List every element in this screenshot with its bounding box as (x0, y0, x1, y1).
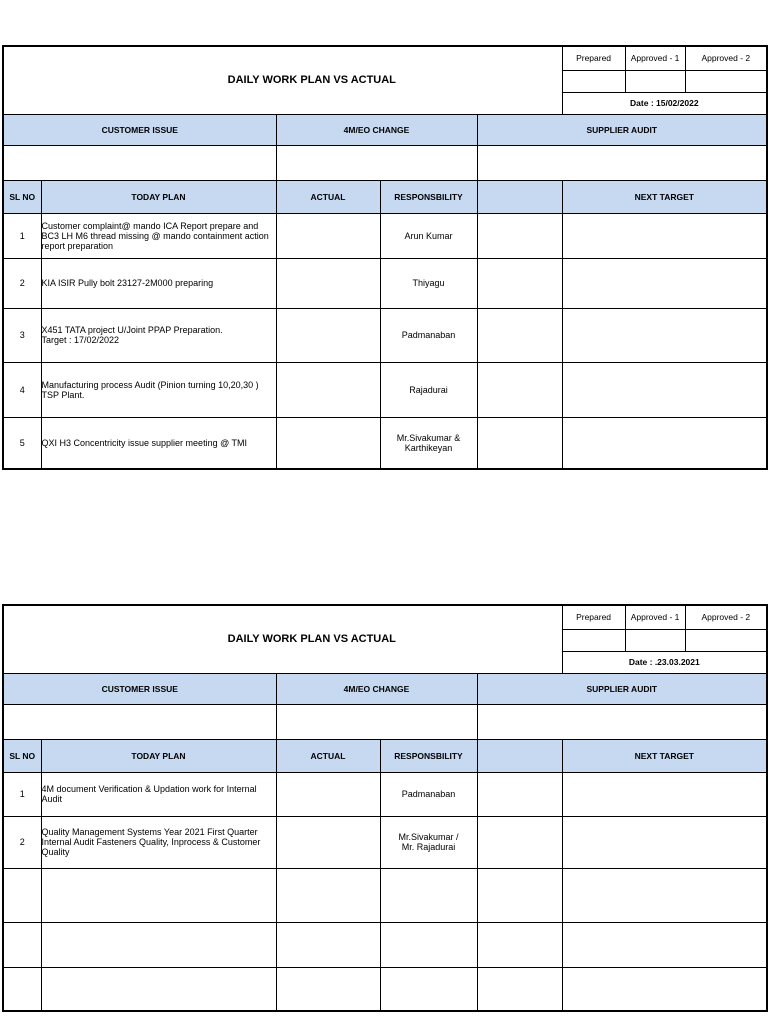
blank-cell (477, 816, 562, 868)
actual-cell (276, 362, 380, 417)
work-plan-table (2, 45, 768, 470)
actual-header: ACTUAL (276, 739, 380, 772)
customer-issue-header: CUSTOMER ISSUE (3, 114, 276, 145)
approved-1-label: Approved - 1 (625, 46, 685, 70)
sheet-title: DAILY WORK PLAN VS ACTUAL (3, 46, 562, 114)
next-target-cell (562, 816, 767, 868)
blank-header (477, 180, 562, 213)
actual-cell (276, 213, 380, 258)
approved-2-label: Approved - 2 (685, 46, 767, 70)
today-plan-cell: Manufacturing process Audit (Pinion turning 10,20,30 ) TSP Plant. (41, 362, 276, 417)
today-plan-cell (41, 922, 276, 967)
today-plan-cell: 4M document Verification & Updation work for Internal Audit (41, 772, 276, 816)
sheet-title: DAILY WORK PLAN VS ACTUAL (3, 605, 562, 673)
approved-2-signature-cell (685, 629, 767, 651)
today-plan-header: TODAY PLAN (41, 739, 276, 772)
responsibility-cell: Thiyagu (380, 258, 477, 308)
table-row (3, 772, 767, 816)
responsibility-cell: Padmanaban (380, 308, 477, 362)
work-plan-table (2, 604, 768, 1012)
supplier-audit-cell (477, 704, 767, 739)
actual-cell (276, 967, 380, 1011)
table-row (3, 362, 767, 417)
approved-1-label: Approved - 1 (625, 605, 685, 629)
today-plan-cell: Customer complaint@ mando ICA Report prepare and BC3 LH M6 thread missing @ mando containment action report preparation (41, 213, 276, 258)
next-target-cell (562, 308, 767, 362)
next-target-cell (562, 258, 767, 308)
work-plan-sheet-2 (2, 604, 766, 1012)
approved-2-signature-cell (685, 70, 767, 92)
approved-1-signature-cell (625, 629, 685, 651)
customer-issue-cell (3, 145, 276, 180)
next-target-cell (562, 417, 767, 469)
actual-cell (276, 772, 380, 816)
responsibility-header: RESPONSBILITY (380, 180, 477, 213)
work-plan-sheet-1 (2, 45, 766, 470)
next-target-cell (562, 772, 767, 816)
sl-no-cell: 2 (3, 258, 41, 308)
responsibility-header: RESPONSBILITY (380, 739, 477, 772)
next-target-header: NEXT TARGET (562, 180, 767, 213)
sl-no-header: SL NO (3, 180, 41, 213)
responsibility-cell: Rajadurai (380, 362, 477, 417)
4m-eo-change-cell (276, 145, 477, 180)
sl-no-cell: 4 (3, 362, 41, 417)
blank-cell (477, 362, 562, 417)
4m-eo-change-header: 4M/EO CHANGE (276, 673, 477, 704)
sl-no-cell (3, 922, 41, 967)
blank-cell (477, 772, 562, 816)
sl-no-cell: 2 (3, 816, 41, 868)
today-plan-cell: QXI H3 Concentricity issue supplier meeting @ TMI (41, 417, 276, 469)
sl-no-cell (3, 868, 41, 922)
prepared-label: Prepared (562, 605, 625, 629)
responsibility-cell: Padmanaban (380, 772, 477, 816)
today-plan-cell: X451 TATA project U/Joint PPAP Preparation. Target : 17/02/2022 (41, 308, 276, 362)
approved-1-signature-cell (625, 70, 685, 92)
blank-cell (477, 922, 562, 967)
customer-issue-cell (3, 704, 276, 739)
prepared-signature-cell (562, 70, 625, 92)
next-target-cell (562, 362, 767, 417)
blank-cell (477, 258, 562, 308)
prepared-label: Prepared (562, 46, 625, 70)
4m-eo-change-header: 4M/EO CHANGE (276, 114, 477, 145)
blank-cell (477, 308, 562, 362)
table-row (3, 816, 767, 868)
today-plan-cell (41, 868, 276, 922)
supplier-audit-header: SUPPLIER AUDIT (477, 114, 767, 145)
next-target-cell (562, 868, 767, 922)
next-target-cell (562, 922, 767, 967)
responsibility-cell: Mr.Sivakumar / Mr. Rajadurai (380, 816, 477, 868)
actual-cell (276, 308, 380, 362)
4m-eo-change-cell (276, 704, 477, 739)
responsibility-cell: Mr.Sivakumar & Karthikeyan (380, 417, 477, 469)
blank-cell (477, 417, 562, 469)
table-row (3, 258, 767, 308)
actual-header: ACTUAL (276, 180, 380, 213)
table-row (3, 213, 767, 258)
today-plan-cell: Quality Management Systems Year 2021 First Quarter Internal Audit Fasteners Quality, Inprocess & Customer Quality (41, 816, 276, 868)
table-row (3, 417, 767, 469)
blank-cell (477, 868, 562, 922)
today-plan-header: TODAY PLAN (41, 180, 276, 213)
actual-cell (276, 868, 380, 922)
actual-cell (276, 258, 380, 308)
actual-cell (276, 816, 380, 868)
supplier-audit-header: SUPPLIER AUDIT (477, 673, 767, 704)
blank-cell (477, 967, 562, 1011)
table-row (3, 967, 767, 1011)
date-label: Date : .23.03.2021 (562, 651, 767, 673)
today-plan-cell (41, 967, 276, 1011)
sl-no-cell: 1 (3, 213, 41, 258)
responsibility-cell (380, 967, 477, 1011)
table-row (3, 308, 767, 362)
date-label: Date : 15/02/2022 (562, 92, 767, 114)
customer-issue-header: CUSTOMER ISSUE (3, 673, 276, 704)
blank-header (477, 739, 562, 772)
table-row (3, 922, 767, 967)
table-row (3, 868, 767, 922)
sl-no-cell (3, 967, 41, 1011)
actual-cell (276, 417, 380, 469)
sl-no-cell: 1 (3, 772, 41, 816)
today-plan-cell: KIA ISIR Pully bolt 23127-2M000 preparing (41, 258, 276, 308)
sl-no-cell: 5 (3, 417, 41, 469)
next-target-cell (562, 213, 767, 258)
responsibility-cell (380, 868, 477, 922)
prepared-signature-cell (562, 629, 625, 651)
sl-no-cell: 3 (3, 308, 41, 362)
sl-no-header: SL NO (3, 739, 41, 772)
responsibility-cell (380, 922, 477, 967)
next-target-header: NEXT TARGET (562, 739, 767, 772)
next-target-cell (562, 967, 767, 1011)
actual-cell (276, 922, 380, 967)
supplier-audit-cell (477, 145, 767, 180)
blank-cell (477, 213, 562, 258)
approved-2-label: Approved - 2 (685, 605, 767, 629)
responsibility-cell: Arun Kumar (380, 213, 477, 258)
